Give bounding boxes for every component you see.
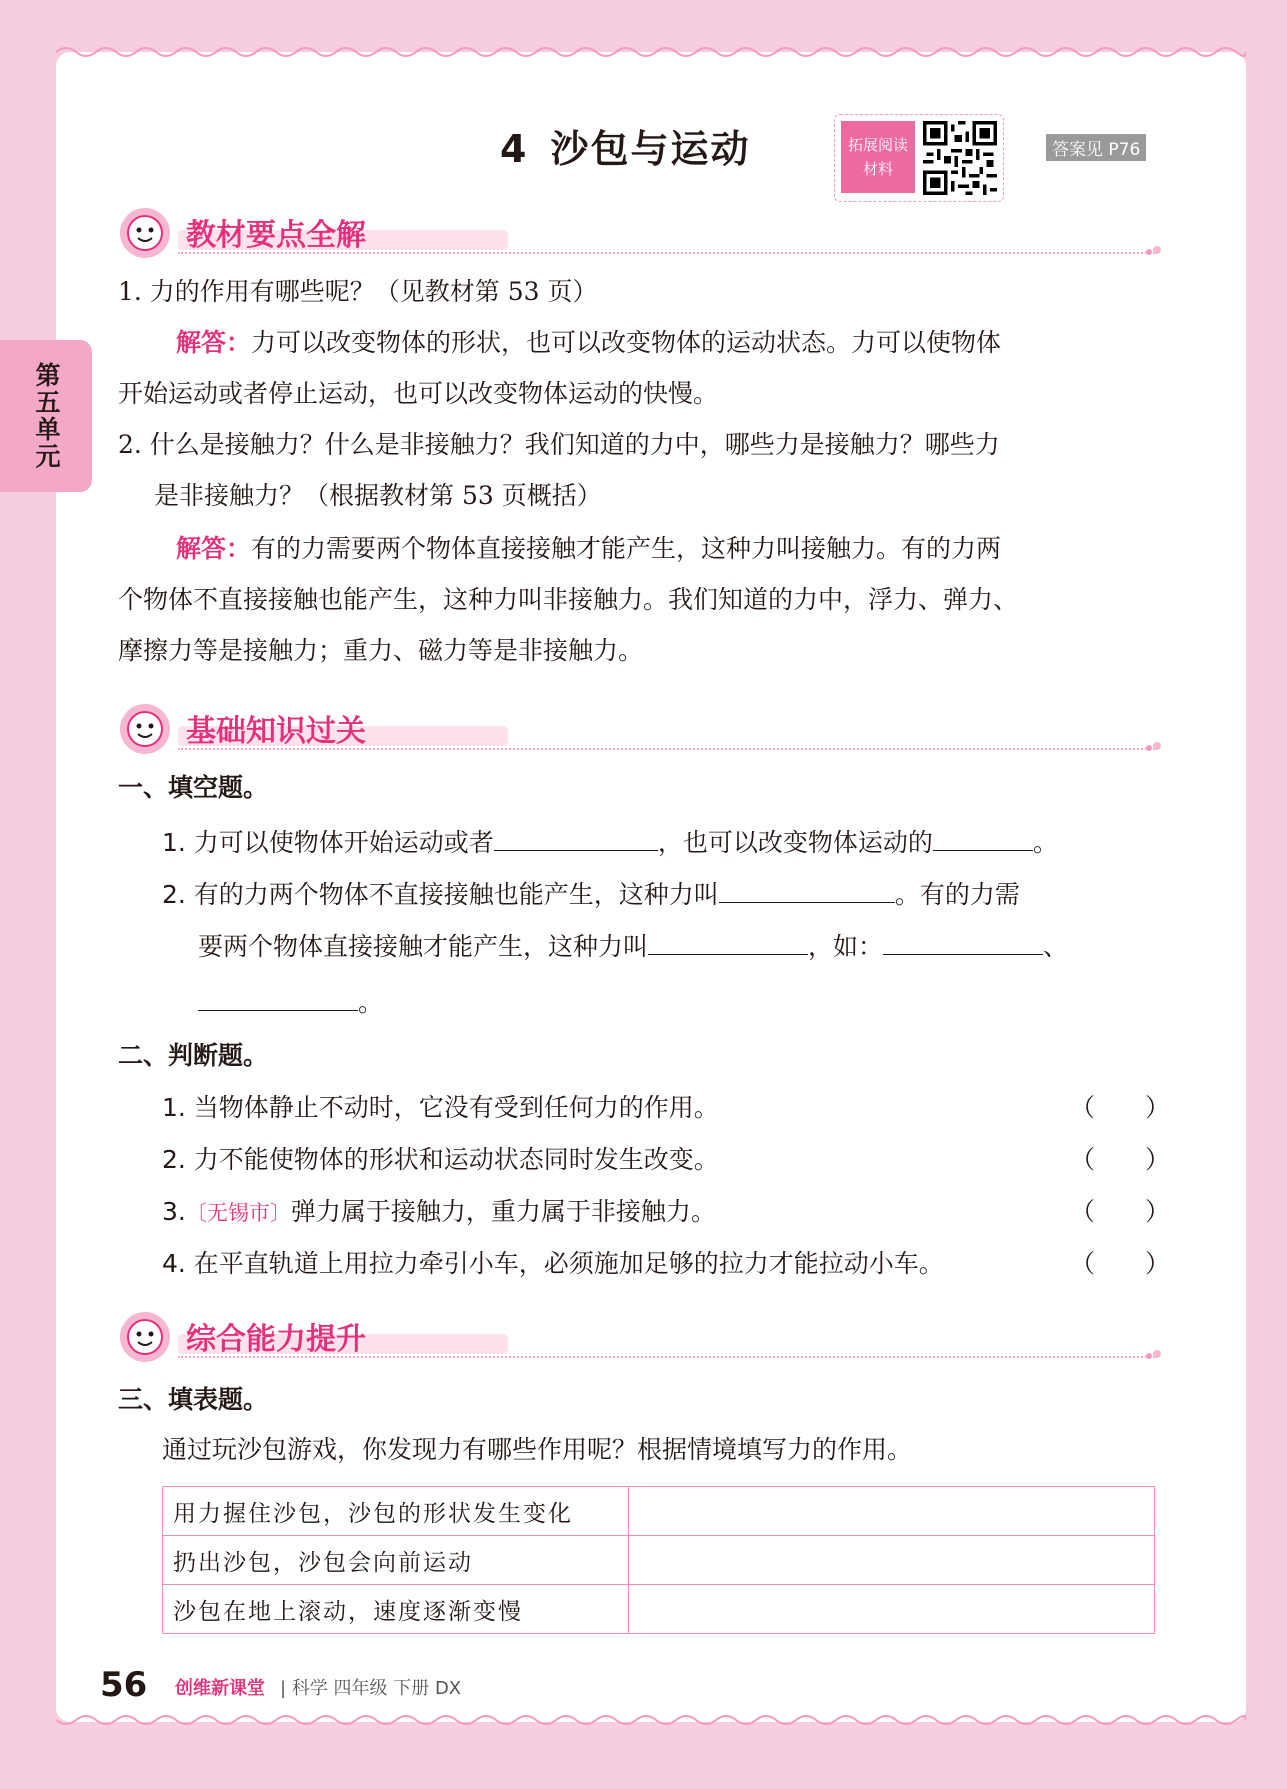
judge-heading: 二、判断题。 [118,1041,269,1070]
fill-blank-q1 [162,824,1058,859]
cartoon-mascot-icon [118,206,172,260]
footer-book-info: | 科学 四年级 下册 DX [280,1678,462,1699]
force-effect-table [162,1486,1155,1634]
answer-1-text: 力可以改变物体的形状，也可以改变物体的运动状态。力可以使物体 [251,328,1002,357]
fill-q1-text-b: ，也可以改变物体运动的 [657,828,933,857]
judge-paren-1[interactable]: （ ） [1070,1093,1171,1122]
fill-blank-q2-line1 [162,876,1020,911]
flower-ornament-icon [1144,1348,1164,1364]
cartoon-mascot-icon [118,1310,172,1364]
region-tag: 〔无锡市〕 [185,1201,291,1225]
judge-paren-4[interactable]: （ ） [1070,1249,1171,1278]
section-header-key-points [118,204,1158,262]
answer-1-line2: 开始运动或者停止运动，也可以改变物体运动的快慢。 [118,379,719,408]
answer-blank[interactable] [719,876,895,903]
table-row [163,1585,1155,1634]
table-cell-scenario: 扔出沙包，沙包会向前运动 [163,1536,629,1585]
lesson-title-text: 沙包与运动 [550,127,751,171]
judge-item-1: 1. 当物体静止不动时，它没有受到任何力的作用。 [162,1093,719,1122]
lesson-number: 4 [500,127,529,171]
judge-item-4: 4. 在平直轨道上用拉力牵引小车，必须施加足够的拉力才能拉动小车。 [162,1249,944,1278]
fill-q1-text-c: 。 [1032,828,1058,857]
question-1: 1. 力的作用有哪些呢？（见教材第 53 页） [118,277,598,306]
answer-blank[interactable] [494,824,658,851]
judge-item-3-number: 3. [162,1197,186,1226]
unit-side-tab-label: 第五单元 [32,362,61,470]
section-title: 教材要点全解 [186,218,366,253]
answer-blank[interactable] [648,928,808,955]
fill-blank-q2-line3 [198,984,383,1019]
answer-label: 解答： [176,328,252,357]
dotted-divider [178,1356,1158,1358]
answer-blank[interactable] [933,824,1033,851]
section-header-basics [118,700,1158,758]
fill-q2-text-f: 。 [358,988,384,1017]
answer-reference: 答案见 P76 [1046,134,1146,161]
lesson-title [500,118,750,173]
page-number: 56 [100,1665,148,1705]
fill-blank-q2-line2 [198,928,1068,963]
answer-1-line1 [176,327,1001,359]
fill-q2-text-a: 2. 有的力两个物体不直接接触也能产生，这种力叫 [162,880,719,909]
answer-2-line1 [176,533,1001,565]
question-2-line2: 是非接触力？（根据教材第 53 页概括） [154,481,602,510]
unit-side-tab [0,340,92,492]
qr-label-line2: 材料 [862,160,893,178]
wavy-border-bottom [56,1714,1246,1728]
table-cell-scenario: 用力握住沙包，沙包的形状发生变化 [163,1487,629,1536]
table-row [163,1536,1155,1585]
fill-q1-text-a: 1. 力可以使物体开始运动或者 [162,828,494,857]
fill-q2-text-d: ，如： [808,932,884,961]
answer-2-line3: 摩擦力等是接触力；重力、磁力等是非接触力。 [118,636,644,665]
answer-label: 解答： [176,534,252,563]
answer-2-line2: 个物体不直接接触也能产生，这种力叫非接触力。我们知道的力中，浮力、弹力、 [118,585,1019,614]
fill-q2-text-e: 、 [1043,932,1069,961]
dotted-divider [178,748,1158,750]
qr-label-line1: 拓展阅读 [847,136,908,154]
judge-paren-2[interactable]: （ ） [1070,1145,1171,1174]
section-title: 综合能力提升 [186,1322,366,1357]
table-question-intro: 通过玩沙包游戏，你发现力有哪些作用呢？根据情境填写力的作用。 [162,1435,913,1464]
flower-ornament-icon [1144,244,1164,260]
answer-2-text: 有的力需要两个物体直接接触才能产生，这种力叫接触力。有的力两 [251,534,1002,563]
judge-item-2: 2. 力不能使物体的形状和运动状态同时发生改变。 [162,1145,719,1174]
judge-paren-3[interactable]: （ ） [1070,1197,1171,1226]
table-cell-answer[interactable] [629,1487,1155,1536]
table-cell-answer[interactable] [629,1536,1155,1585]
extended-reading-qr[interactable] [834,114,1004,202]
wavy-border-top [56,44,1246,58]
qr-label [841,121,915,193]
fill-blank-heading: 一、填空题。 [118,773,269,802]
fill-q2-text-b: 。有的力需 [894,880,1020,909]
qr-code-icon[interactable] [923,121,997,195]
dotted-divider [178,252,1158,254]
table-question-heading: 三、填表题。 [118,1385,269,1414]
judge-item-3 [162,1196,716,1229]
section-title: 基础知识过关 [186,714,366,749]
fill-q2-text-c: 要两个物体直接接触才能产生，这种力叫 [198,932,649,961]
section-header-advanced [118,1308,1158,1366]
cartoon-mascot-icon [118,702,172,756]
question-2-line1: 2. 什么是接触力？什么是非接触力？我们知道的力中，哪些力是接触力？哪些力 [118,430,1000,459]
footer-brand: 创维新课堂 [175,1678,265,1699]
judge-item-3-text: 弹力属于接触力，重力属于非接触力。 [290,1197,716,1226]
table-row [163,1487,1155,1536]
table-cell-answer[interactable] [629,1585,1155,1634]
answer-blank[interactable] [883,928,1043,955]
table-cell-scenario: 沙包在地上滚动，速度逐渐变慢 [163,1585,629,1634]
flower-ornament-icon [1144,740,1164,756]
answer-blank[interactable] [198,984,358,1011]
